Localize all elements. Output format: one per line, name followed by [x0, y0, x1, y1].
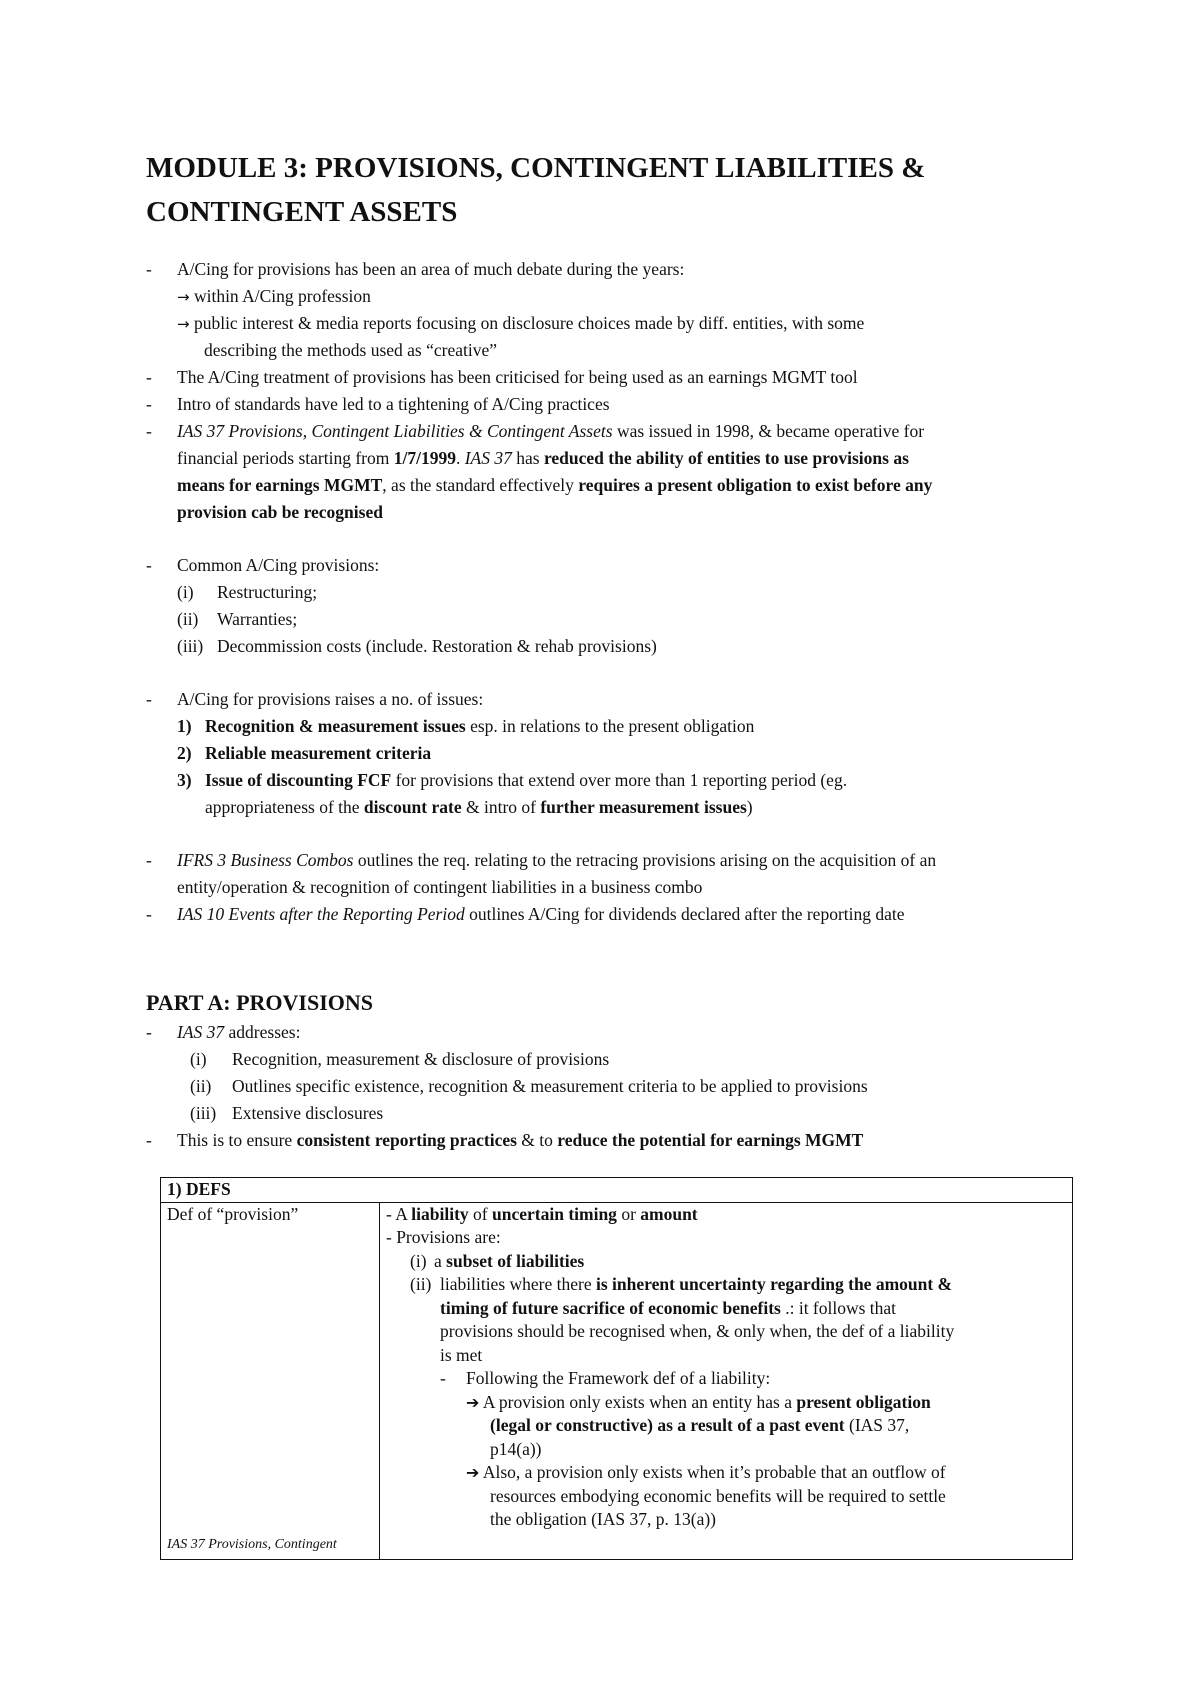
row-caption: IAS 37 Provisions, Contingent: [167, 1537, 337, 1552]
def-line-5: timing of future sacrifice of economic benefits .: it follows that: [440, 1297, 897, 1318]
part-a-bullet-1: IAS 37 addresses:: [177, 1022, 301, 1042]
issue-item-2: 2) Reliable measurement criteria: [177, 743, 432, 763]
issue-item-1: 1) Recognition & measurement issues esp. in relations to the present obligation: [177, 716, 755, 736]
part-a-item: (i) Recognition, measurement & disclosure of provisions: [190, 1049, 610, 1069]
common-item: (i) Restructuring;: [177, 582, 318, 602]
intro-bullet-4: IAS 37 Provisions, Contingent Liabilities & Contingent Assets was issued in 1998, & became operative for: [177, 421, 925, 441]
intro-bullet-2: The A/Cing treatment of provisions has been criticised for being used as an earnings MGMT tool: [177, 367, 858, 387]
common-lead: Common A/Cing provisions:: [177, 555, 380, 575]
issue-item-3-cont: appropriateness of the discount rate & intro of further measurement issues): [205, 797, 753, 817]
bullet-dash: -: [146, 850, 152, 870]
ref-ifrs3-cont: entity/operation & recognition of contingent liabilities in a business combo: [177, 877, 703, 897]
def-line-3: (i) a subset of liabilities: [410, 1250, 585, 1271]
def-line-11: p14(a)): [490, 1438, 542, 1459]
ref-ifrs3: IFRS 3 Business Combos outlines the req. relating to the retracing provisions arising on the acquisition of an: [177, 850, 937, 870]
bullet-dash: -: [146, 689, 152, 709]
table-row: [161, 1202, 1073, 1559]
def-line-12: ➔ Also, a provision only exists when it’s probable that an outflow of: [466, 1462, 946, 1482]
def-line-7: is met: [440, 1344, 483, 1365]
bold-arrow-right-icon: ➔: [466, 1392, 480, 1412]
def-line-1: - A liability of uncertain timing or amount: [386, 1203, 698, 1224]
issues-lead: A/Cing for provisions raises a no. of issues:: [177, 689, 484, 709]
table-header-row: [161, 1178, 1073, 1203]
def-line-14: the obligation (IAS 37, p. 13(a)): [490, 1509, 716, 1529]
def-line-2: - Provisions are:: [386, 1227, 501, 1247]
intro-bullet-4-l4: provision cab be recognised: [177, 502, 383, 522]
intro-bullet-4-l3: means for earnings MGMT, as the standard effectively requires a present obligation to exist before any: [177, 475, 933, 495]
arrow-right-icon: →: [177, 288, 190, 306]
bullet-dash: -: [146, 904, 152, 924]
ref-ias10: IAS 10 Events after the Reporting Period outlines A/Cing for dividends declared after the reporting date: [177, 904, 905, 924]
part-a-item: (ii) Outlines specific existence, recognition & measurement criteria to be applied to provisions: [190, 1076, 868, 1096]
bullet-dash: -: [146, 259, 152, 279]
bullet-dash: -: [146, 1022, 152, 1042]
bullet-dash: -: [146, 555, 152, 575]
def-line-9: ➔ A provision only exists when an entity has a present obligation: [466, 1391, 931, 1412]
part-a-bullet-2: This is to ensure consistent reporting practices & to reduce the potential for earnings MGMT: [177, 1130, 864, 1150]
section-heading-part-a: PART A: PROVISIONS: [146, 990, 374, 1015]
row-label: Def of “provision”: [167, 1203, 299, 1224]
def-line-4: (ii) liabilities where there is inherent uncertainty regarding the amount &: [410, 1274, 953, 1294]
arrow-right-icon: →: [177, 315, 190, 333]
def-line-13: resources embodying economic benefits will be required to settle: [490, 1485, 946, 1506]
common-item: (iii) Decommission costs (include. Restoration & rehab provisions): [177, 636, 657, 656]
bullet-dash: -: [146, 421, 152, 441]
issue-item-3: 3) Issue of discounting FCF for provisions that extend over more than 1 reporting period (eg.: [177, 770, 848, 790]
intro-sub-2: → public interest & media reports focusing on disclosure choices made by diff. entities, with some: [177, 313, 865, 333]
common-item: (ii) Warranties;: [177, 609, 298, 629]
intro-bullet-1: A/Cing for provisions has been an area of much debate during the years:: [177, 259, 685, 279]
intro-sub-1: → within A/Cing profession: [177, 286, 371, 306]
intro-bullet-4-l2: financial periods starting from 1/7/1999. IAS 37 has reduced the ability of entities to use provisions as: [177, 448, 909, 468]
bullet-dash: -: [146, 1130, 152, 1150]
table-content-cell: [380, 1202, 1073, 1559]
table-label-cell: [161, 1202, 380, 1559]
intro-sub-2-cont: describing the methods used as “creative”: [204, 340, 498, 360]
definitions-table: [160, 1177, 1073, 1560]
bullet-dash: -: [146, 394, 152, 414]
part-a-item: (iii) Extensive disclosures: [190, 1103, 384, 1123]
page-title: MODULE 3: PROVISIONS, CONTINGENT LIABILITIES & CONTINGENT ASSETS: [146, 152, 926, 228]
def-line-10: (legal or constructive) as a result of a past event (IAS 37,: [490, 1415, 910, 1435]
intro-bullet-3: Intro of standards have led to a tightening of A/Cing practices: [177, 394, 610, 414]
bullet-dash: -: [146, 367, 152, 387]
table-header-cell: 1) DEFS: [161, 1178, 1073, 1203]
def-line-6: provisions should be recognised when, & only when, the def of a liability: [440, 1321, 955, 1341]
def-line-8: - Following the Framework def of a liability:: [440, 1368, 771, 1388]
bold-arrow-right-icon: ➔: [466, 1463, 480, 1482]
